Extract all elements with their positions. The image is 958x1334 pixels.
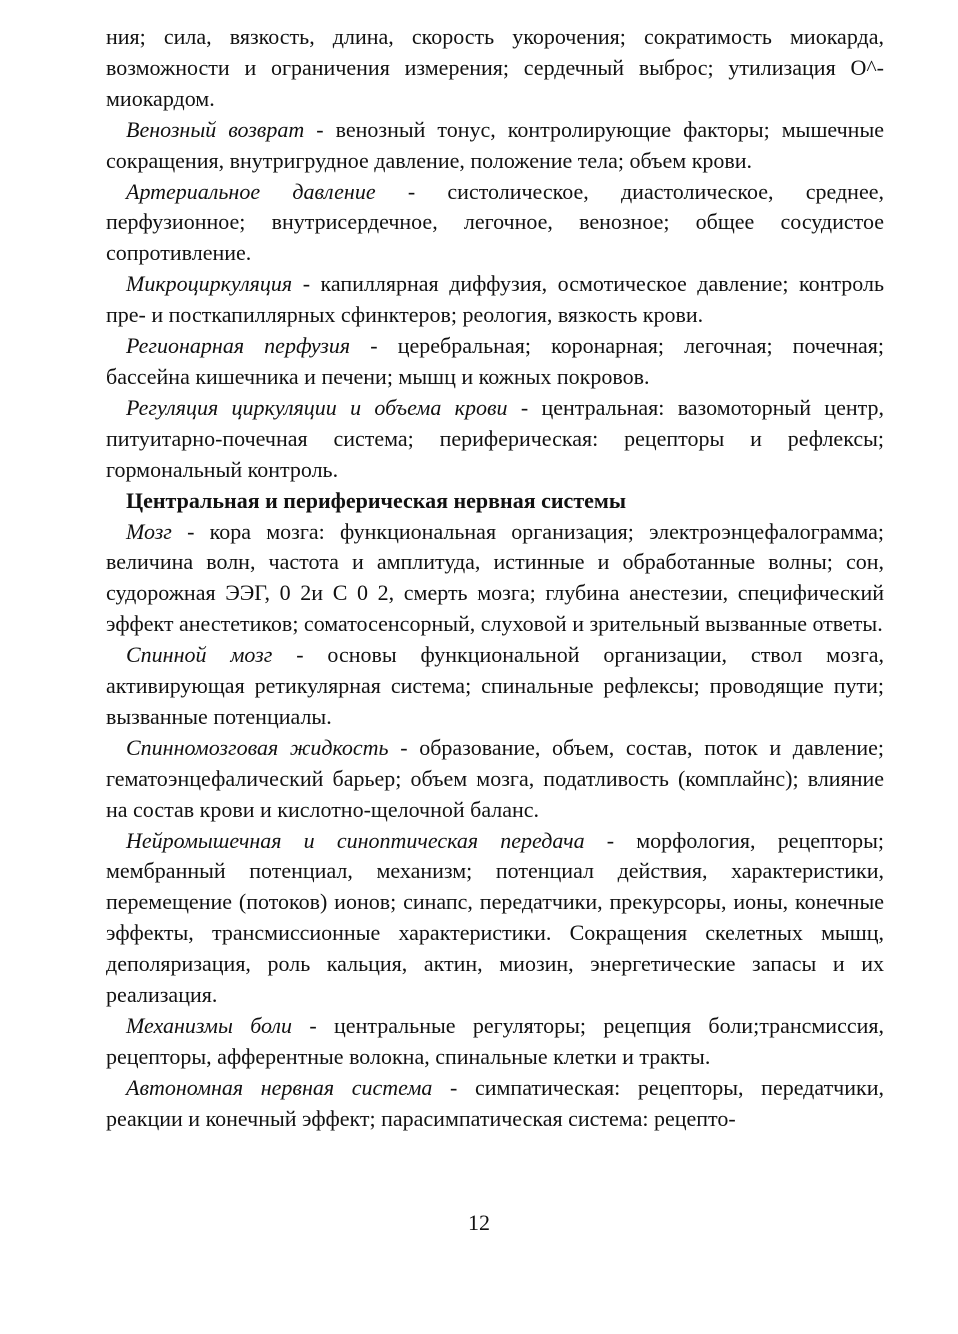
entry-term: Мозг: [126, 518, 172, 544]
section-entry-paragraph: [106, 1011, 884, 1073]
entry-text: - систолическое, диастолическое, среднее, перфузионное; внутрисердечное, легочное, венозное; общее сосудистое сопротивление.: [106, 178, 884, 266]
entry-term: Венозный возврат: [126, 116, 305, 142]
entry-text: - капиллярная диффузия, осмотическое давление; контроль пре- и посткапиллярных сфинктеров; реология, вязкость крови.: [106, 271, 884, 328]
entry-term: Автономная нервная система: [126, 1074, 433, 1100]
page-number: 12: [468, 1210, 490, 1235]
intro-paragraph: [106, 22, 884, 115]
entry-paragraph: [106, 331, 884, 393]
entry-term: Спинной мозг: [126, 642, 273, 668]
entry-text: - центральная: вазомоторный центр, питуитарно-почечная система; периферическая: рецепторы и рефлексы; гормональный контроль.: [106, 394, 884, 482]
entry-text: - симпатическая: рецепторы, передатчики, реакции и конечный эффект; парасимпатическая система: рецепто-: [106, 1074, 884, 1131]
entry-text: - церебральная; коронарная; легочная; почечная; бассейна кишечника и печени; мышц и кожных покровов.: [106, 333, 885, 389]
entry-text: - кора мозга: функциональная организация; электроэнцефалограмма; величина волн, частота и амплитуда, истинные и обработанные волны; сон, судорожная ЭЭГ, 0 2и С 0 2, смерть мозга; глубина анестезии, специфический эффект анестетиков; соматосенсорный, слуховой и зрительный вызванные ответы.: [106, 518, 884, 637]
section-entry-paragraph: [106, 640, 884, 733]
entry-paragraph: [106, 393, 884, 486]
intro-text: ния; сила, вязкость, длина, скорость укорочения; сократимость миокарда, возможности и ограничения измерения; сердечный выброс; утилизация О^-миокардом.: [106, 24, 884, 111]
entry-text: - венозный тонус, контролирующие факторы; мышечные сокращения, внутригрудное давление, положение тела; объем крови.: [106, 116, 884, 173]
section-heading: Центральная и периферическая нервная системы: [126, 487, 627, 513]
entry-text: - основы функциональной организации, ствол мозга, активирующая ретикулярная система; спинальные рефлексы; проводящие пути; вызванные потенциалы.: [106, 642, 885, 729]
section-entry-paragraph: [106, 517, 884, 641]
entry-term: Нейромышечная и синоптическая передача: [126, 827, 585, 853]
entry-term: Механизмы боли: [126, 1013, 293, 1038]
entry-term: Регионарная перфузия: [126, 333, 351, 359]
entry-term: Микроциркуляция: [126, 271, 293, 297]
document-page: [106, 22, 884, 1135]
section-entry-paragraph: [106, 1073, 884, 1135]
entry-paragraph: [106, 115, 884, 177]
entry-text: - морфология, рецепторы; мембранный потенциал, механизм; потенциал действия, характеристики, перемещение (потоков) ионов; синапс, передатчики, прекурсоры, ионы, конечные эффекты, трансмиссионные характеристики. Сокращения скелетных мышц, деполяризация, роль кальция, актин, миозин, энергетические запасы и их реализация.: [106, 827, 884, 1008]
entry-text: - центральные регуляторы; рецепция боли;трансмиссия, рецепторы, афферентные волокна, спинальные клетки и тракты.: [106, 1013, 884, 1069]
entry-term: Артериальное давление: [126, 178, 376, 204]
entry-paragraph: [106, 177, 884, 270]
entry-term: Регуляция циркуляции и объема крови: [126, 394, 508, 420]
entry-text: - образование, объем, состав, поток и давление; гематоэнцефалический барьер; объем мозга, податливость (комплайнс); влияние на состав крови и кислотно-щелочной баланс.: [106, 734, 884, 822]
entry-paragraph: [106, 269, 884, 331]
section-entry-paragraph: [106, 826, 884, 1011]
section-entry-paragraph: [106, 733, 884, 826]
entry-term: Спинномозговая жидкость: [126, 734, 389, 760]
